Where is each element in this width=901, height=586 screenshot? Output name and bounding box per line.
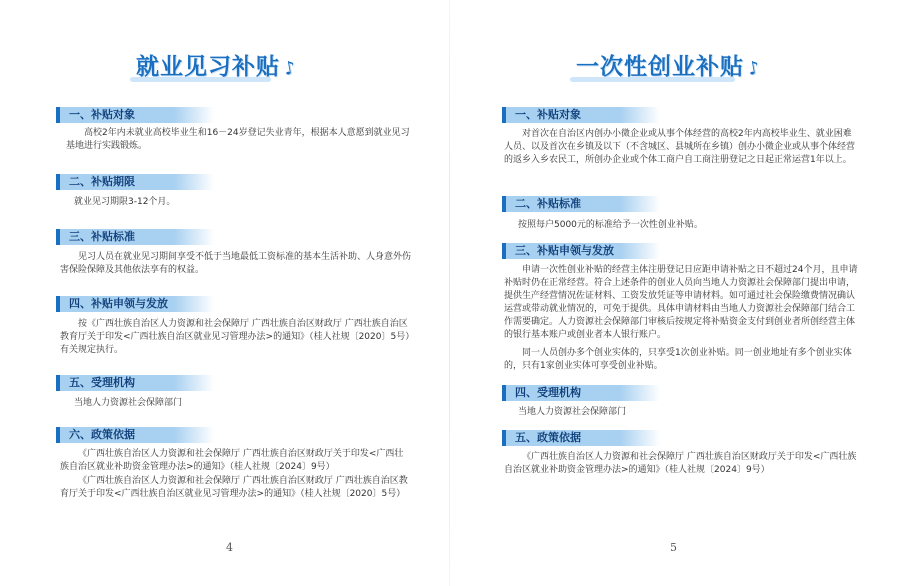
section-heading-target: 一、补贴对象	[56, 107, 174, 123]
music-note-icon: ♪	[282, 57, 299, 80]
section-text-agency: 当地人力资源社会保障部门	[74, 398, 183, 408]
section-heading-basis: 五、政策依据	[502, 430, 620, 446]
left-page-title: 就业见习补贴 ♪	[136, 48, 297, 84]
section-heading-basis: 六、政策依据	[56, 427, 174, 443]
section-text-basis-1: 《广西壮族自治区人力资源和社会保障厅 广西壮族自治区财政厅关于印发<广西壮族自治区就业补助资金管理办法>的通知》（桂人社规〔2024〕9号）	[60, 449, 404, 472]
section-heading-application: 三、补贴申领与发放	[502, 243, 620, 259]
section-text-standard: 按照每户5000元的标准给予一次性创业补贴。	[518, 220, 703, 230]
section-text-target: 对首次在自治区内创办小微企业或从事个体经营的高校2年内高校毕业生、就业困难人员、以及首次在乡镇及以下（不含城区、县城所在乡镇）创办小微企业或从事个体经营的返乡入乡农民工，所创办企业或个体工商户自工商注册登记之日起正常运营1年以上。	[504, 129, 856, 165]
music-note-icon: ♪	[746, 57, 763, 80]
section-heading-application: 四、补贴申领与发放	[56, 296, 174, 312]
section-text-application: 按《广西壮族自治区人力资源和社会保障厅 广西壮族自治区财政厅 广西壮族自治区教育厅关于印发<广西壮族自治区就业见习管理办法>的通知》（桂人社规〔2020〕5号）有关规定执行。	[60, 319, 410, 355]
section-text-application-1: 申请一次性创业补贴的经营主体注册登记日应距申请补贴之日不超过24个月，且申请补贴时仍在正常经营。符合上述条件的创业人员向当地人力资源社会保障部门提出申请，提供生产经营情况佐证材料、工资发放凭证等申请材料。如可通过社会保险缴费情况确认运营或带动就业情况的，可免于提供。具体申请材料由当地人力资源社会保障部门结合工作需要确定。人力资源社会保障部门审核后按规定将补贴资金支付到创业者所创经营主体的银行基本账户或创业者本人银行账户。	[504, 265, 858, 340]
section-text-target: 高校2年内未就业高校毕业生和16－24岁登记失业青年，根据本人意愿到就业见习基地进行实践锻炼。	[66, 128, 410, 151]
section-text-basis-2: 《广西壮族自治区人力资源和社会保障厅 广西壮族自治区财政厅 广西壮族自治区教育厅关于印发<广西壮族自治区就业见习管理办法>的通知》（桂人社规〔2020〕5号）	[60, 476, 408, 499]
section-text-agency: 当地人力资源社会保障部门	[518, 407, 627, 417]
section-heading-target: 一、补贴对象	[502, 107, 620, 123]
section-heading-agency: 五、受理机构	[56, 375, 174, 391]
right-page-title: 一次性创业补贴 ♪	[576, 48, 761, 84]
section-text-application-2: 同一人员创办多个创业实体的，只享受1次创业补贴。同一创业地址有多个创业实体的，只有1家创业实体可享受创业补贴。	[504, 348, 852, 371]
right-page	[450, 0, 901, 586]
page-number: 4	[226, 541, 233, 554]
section-text-basis: 《广西壮族自治区人力资源和社会保障厅 广西壮族自治区财政厅关于印发<广西壮族自治区就业补助资金管理办法>的通知》（桂人社规〔2024〕9号）	[504, 452, 857, 475]
section-text-standard: 见习人员在就业见习期间享受不低于当地最低工资标准的基本生活补助、人身意外伤害保险保障及其他依法享有的权益。	[60, 252, 412, 275]
page-number: 5	[670, 541, 677, 554]
section-heading-standard: 二、补贴标准	[502, 196, 620, 212]
section-heading-standard: 三、补贴标准	[56, 229, 174, 245]
section-heading-period: 二、补贴期限	[56, 174, 174, 190]
left-page	[0, 0, 450, 586]
section-text-period: 就业见习期限3-12个月。	[74, 197, 176, 207]
section-heading-agency: 四、受理机构	[502, 385, 620, 401]
